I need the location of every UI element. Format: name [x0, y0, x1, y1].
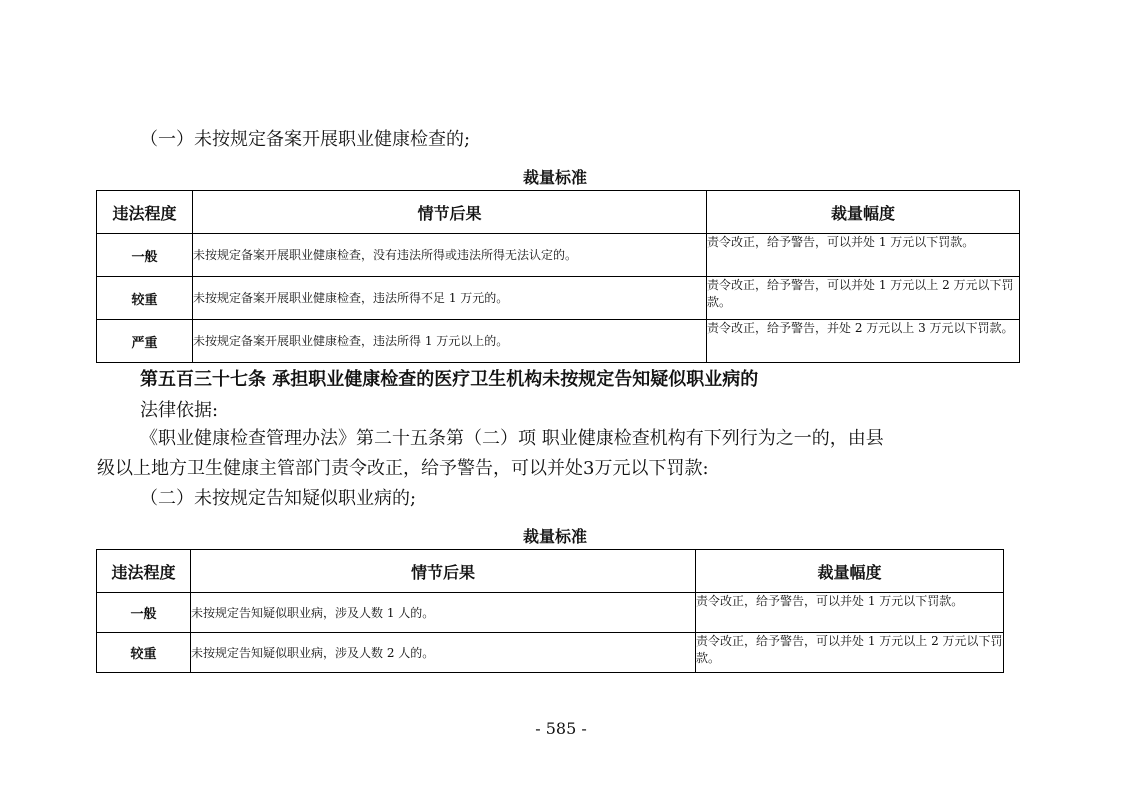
header-severity: 违法程度: [97, 550, 191, 593]
header-circumstances: 情节后果: [193, 191, 707, 234]
item-1-text: （一）未按规定备案开展职业健康检查的;: [140, 129, 471, 150]
severity-cell: 一般: [97, 593, 191, 633]
penalty-cell: 责令改正，给予警告，并处 2 万元以上 3 万元以下罚款。: [707, 320, 1020, 363]
circumstance-cell: 未按规定备案开展职业健康检查，违法所得 1 万元以上的。: [193, 320, 707, 363]
table-2-caption: 裁量标准: [523, 527, 588, 546]
penalty-cell: 责令改正，给予警告，可以并处 1 万元以上 2 万元以下罚款。: [696, 633, 1004, 673]
header-penalty-range: 裁量幅度: [696, 550, 1004, 593]
legal-basis-line-2: 级以上地方卫生健康主管部门责令改正，给予警告，可以并处3万元以下罚款:: [97, 458, 709, 479]
circumstance-cell: 未按规定备案开展职业健康检查，没有违法所得或违法所得无法认定的。: [193, 234, 707, 277]
page-number: - 585 -: [535, 719, 587, 738]
item-2-text: （二）未按规定告知疑似职业病的;: [140, 488, 417, 509]
table-2: [96, 549, 1004, 673]
table-row: [97, 633, 1004, 673]
table-row: [97, 320, 1020, 363]
legal-basis-label: 法律依据:: [140, 400, 219, 421]
header-severity: 违法程度: [97, 191, 193, 234]
penalty-cell: 责令改正，给予警告，可以并处 1 万元以下罚款。: [696, 593, 1004, 633]
penalty-cell: 责令改正，给予警告，可以并处 1 万元以上 2 万元以下罚款。: [707, 277, 1020, 320]
table-2-header-row: [97, 550, 1004, 593]
article-title: 第五百三十七条 承担职业健康检查的医疗卫生机构未按规定告知疑似职业病的: [140, 369, 759, 390]
legal-basis-line-1: 《职业健康检查管理办法》第二十五条第（二）项 职业健康检查机构有下列行为之一的，由县: [140, 428, 884, 449]
table-1-header-row: [97, 191, 1020, 234]
severity-cell: 较重: [97, 633, 191, 673]
table-1: [96, 190, 1020, 363]
table-1-caption: 裁量标准: [523, 168, 588, 187]
circumstance-cell: 未按规定告知疑似职业病，涉及人数 2 人的。: [191, 633, 696, 673]
penalty-cell: 责令改正，给予警告，可以并处 1 万元以下罚款。: [707, 234, 1020, 277]
header-penalty-range: 裁量幅度: [707, 191, 1020, 234]
table-row: [97, 593, 1004, 633]
table-row: [97, 234, 1020, 277]
severity-cell: 严重: [97, 320, 193, 363]
header-circumstances: 情节后果: [191, 550, 696, 593]
circumstance-cell: 未按规定告知疑似职业病，涉及人数 1 人的。: [191, 593, 696, 633]
severity-cell: 较重: [97, 277, 193, 320]
circumstance-cell: 未按规定备案开展职业健康检查，违法所得不足 1 万元的。: [193, 277, 707, 320]
severity-cell: 一般: [97, 234, 193, 277]
table-row: [97, 277, 1020, 320]
